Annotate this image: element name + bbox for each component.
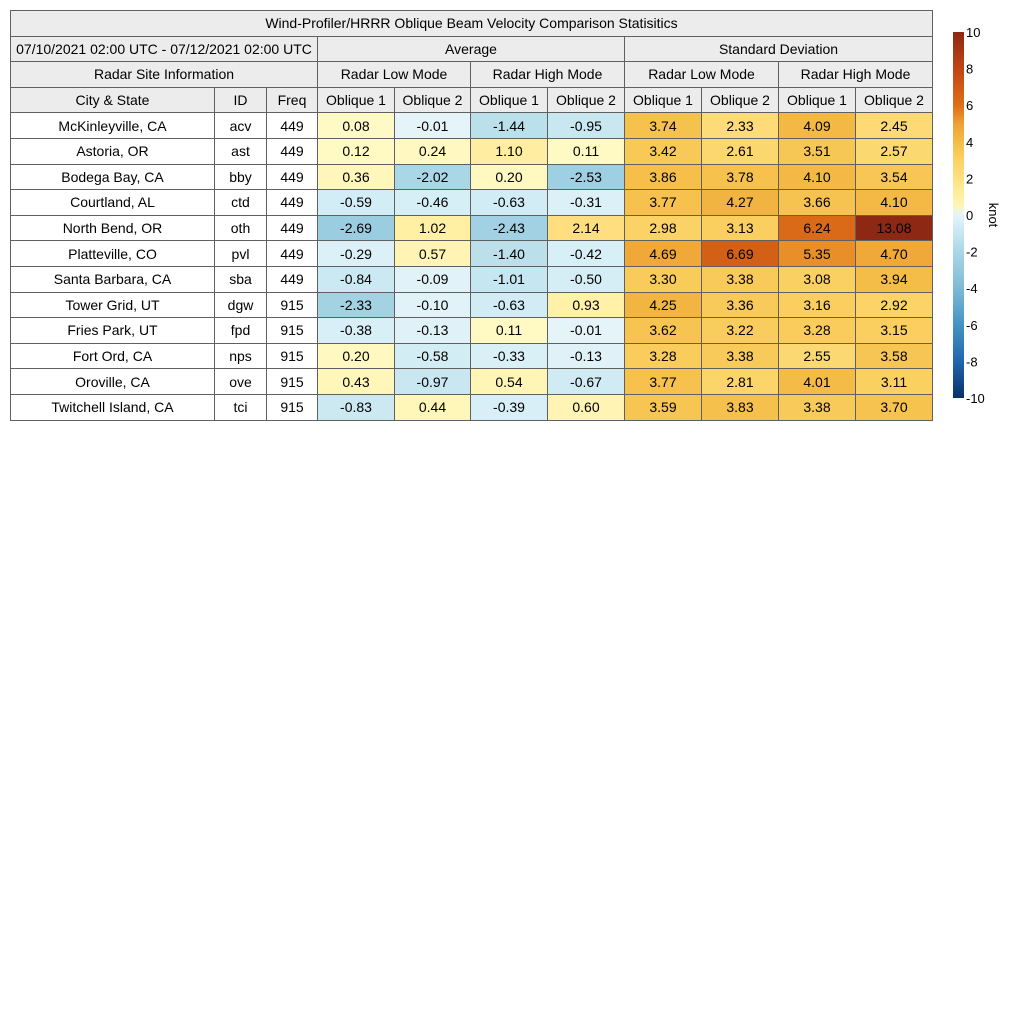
id-cell: oth	[215, 215, 267, 241]
average-value-cell: 1.02	[395, 215, 471, 241]
average-value-cell: 0.36	[318, 164, 395, 190]
stddev-value-cell: 3.59	[625, 394, 702, 420]
table-row	[11, 292, 933, 318]
average-value-cell: -0.84	[318, 266, 395, 292]
stddev-value-cell: 3.51	[779, 138, 856, 164]
colorbar-tick-label: 8	[966, 61, 974, 77]
average-value-cell: 0.08	[318, 113, 395, 139]
city-cell: Oroville, CA	[11, 369, 215, 395]
col-avg-high-oblique1: Oblique 1	[471, 87, 548, 113]
stddev-value-cell: 4.69	[625, 241, 702, 267]
average-value-cell: -0.59	[318, 190, 395, 216]
average-value-cell: -0.31	[548, 190, 625, 216]
average-value-cell: -0.58	[395, 343, 471, 369]
colorbar-unit-label: knot	[986, 202, 1001, 228]
average-value-cell: 0.54	[471, 369, 548, 395]
average-value-cell: -0.39	[471, 394, 548, 420]
average-value-cell: -0.29	[318, 241, 395, 267]
stddev-value-cell: 3.36	[702, 292, 779, 318]
freq-cell: 449	[267, 113, 318, 139]
average-value-cell: -0.50	[548, 266, 625, 292]
stddev-value-cell: 3.08	[779, 266, 856, 292]
col-sd-low-oblique1: Oblique 1	[625, 87, 702, 113]
stddev-value-cell: 3.42	[625, 138, 702, 164]
colorbar-tick-label: -8	[966, 354, 978, 370]
average-value-cell: -0.13	[395, 318, 471, 344]
average-value-cell: -0.38	[318, 318, 395, 344]
stddev-value-cell: 2.81	[702, 369, 779, 395]
city-cell: Platteville, CO	[11, 241, 215, 267]
city-cell: North Bend, OR	[11, 215, 215, 241]
freq-cell: 449	[267, 164, 318, 190]
stddev-value-cell: 3.22	[702, 318, 779, 344]
stddev-value-cell: 3.13	[702, 215, 779, 241]
col-sd-high-oblique1: Oblique 1	[779, 87, 856, 113]
stddev-value-cell: 4.10	[856, 190, 933, 216]
table-row	[11, 215, 933, 241]
city-cell: McKinleyville, CA	[11, 113, 215, 139]
average-value-cell: 0.12	[318, 138, 395, 164]
sd-low-mode-header: Radar Low Mode	[625, 62, 779, 88]
average-value-cell: -0.95	[548, 113, 625, 139]
average-value-cell: 0.20	[318, 343, 395, 369]
stddev-value-cell: 4.27	[702, 190, 779, 216]
stddev-value-cell: 3.70	[856, 394, 933, 420]
average-value-cell: -0.10	[395, 292, 471, 318]
stddev-value-cell: 3.38	[702, 343, 779, 369]
average-value-cell: -0.13	[548, 343, 625, 369]
stddev-value-cell: 3.16	[779, 292, 856, 318]
table-row	[11, 369, 933, 395]
table-row	[11, 113, 933, 139]
stddev-value-cell: 3.28	[779, 318, 856, 344]
freq-cell: 915	[267, 394, 318, 420]
id-cell: ove	[215, 369, 267, 395]
stddev-value-cell: 2.92	[856, 292, 933, 318]
stddev-header: Standard Deviation	[625, 36, 933, 62]
stddev-value-cell: 4.10	[779, 164, 856, 190]
stddev-value-cell: 3.62	[625, 318, 702, 344]
id-cell: nps	[215, 343, 267, 369]
colorbar-gradient	[953, 32, 964, 398]
average-value-cell: -2.33	[318, 292, 395, 318]
average-value-cell: 0.11	[471, 318, 548, 344]
stddev-value-cell: 2.98	[625, 215, 702, 241]
average-value-cell: -2.53	[548, 164, 625, 190]
stddev-value-cell: 3.66	[779, 190, 856, 216]
average-value-cell: -0.09	[395, 266, 471, 292]
colorbar-tick-label: -6	[966, 317, 978, 333]
stddev-value-cell: 3.15	[856, 318, 933, 344]
average-value-cell: -0.83	[318, 394, 395, 420]
stddev-value-cell: 2.57	[856, 138, 933, 164]
freq-cell: 915	[267, 318, 318, 344]
table-row	[11, 318, 933, 344]
table-row	[11, 343, 933, 369]
stddev-value-cell: 3.74	[625, 113, 702, 139]
site-info-header: Radar Site Information	[11, 62, 318, 88]
col-avg-low-oblique2: Oblique 2	[395, 87, 471, 113]
table-row	[11, 164, 933, 190]
avg-low-mode-header: Radar Low Mode	[318, 62, 471, 88]
city-cell: Fries Park, UT	[11, 318, 215, 344]
stddev-value-cell: 3.83	[702, 394, 779, 420]
col-sd-low-oblique2: Oblique 2	[702, 87, 779, 113]
average-value-cell: -0.63	[471, 292, 548, 318]
average-header: Average	[318, 36, 625, 62]
average-value-cell: -0.63	[471, 190, 548, 216]
id-cell: dgw	[215, 292, 267, 318]
average-value-cell: 0.43	[318, 369, 395, 395]
id-cell: acv	[215, 113, 267, 139]
stddev-value-cell: 6.69	[702, 241, 779, 267]
colorbar-tick-label: 0	[966, 208, 974, 223]
date-range: 07/10/2021 02:00 UTC - 07/12/2021 02:00 UTC	[11, 36, 318, 62]
comparison-stats-table	[10, 10, 933, 421]
average-value-cell: 0.11	[548, 138, 625, 164]
stddev-value-cell: 5.35	[779, 241, 856, 267]
average-value-cell: -0.01	[395, 113, 471, 139]
id-cell: pvl	[215, 241, 267, 267]
average-value-cell: 1.10	[471, 138, 548, 164]
id-cell: bby	[215, 164, 267, 190]
average-value-cell: -0.97	[395, 369, 471, 395]
table-body	[11, 113, 933, 420]
stddev-value-cell: 3.78	[702, 164, 779, 190]
stddev-value-cell: 3.77	[625, 369, 702, 395]
id-cell: ast	[215, 138, 267, 164]
stddev-value-cell: 13.08	[856, 215, 933, 241]
average-value-cell: -0.42	[548, 241, 625, 267]
freq-cell: 449	[267, 241, 318, 267]
freq-cell: 449	[267, 215, 318, 241]
average-value-cell: -0.46	[395, 190, 471, 216]
average-value-cell: -0.33	[471, 343, 548, 369]
table-row	[11, 138, 933, 164]
average-value-cell: 0.57	[395, 241, 471, 267]
table-row	[11, 241, 933, 267]
col-avg-low-oblique1: Oblique 1	[318, 87, 395, 113]
id-cell: fpd	[215, 318, 267, 344]
stddev-value-cell: 3.30	[625, 266, 702, 292]
average-value-cell: 2.14	[548, 215, 625, 241]
colorbar-tick-label: -4	[966, 281, 978, 297]
city-cell: Tower Grid, UT	[11, 292, 215, 318]
average-value-cell: -2.02	[395, 164, 471, 190]
city-cell: Fort Ord, CA	[11, 343, 215, 369]
colorbar-tick-label: -10	[966, 391, 985, 406]
average-value-cell: 0.93	[548, 292, 625, 318]
table-row	[11, 190, 933, 216]
average-value-cell: 0.20	[471, 164, 548, 190]
stddev-value-cell: 3.38	[702, 266, 779, 292]
freq-cell: 915	[267, 369, 318, 395]
id-cell: sba	[215, 266, 267, 292]
colorbar-tick-label: 10	[966, 25, 981, 40]
avg-high-mode-header: Radar High Mode	[471, 62, 625, 88]
table-row	[11, 266, 933, 292]
average-value-cell: -1.44	[471, 113, 548, 139]
average-value-cell: -0.01	[548, 318, 625, 344]
stddev-value-cell: 2.55	[779, 343, 856, 369]
id-cell: tci	[215, 394, 267, 420]
colorbar-tick-label: 2	[966, 171, 974, 187]
stddev-value-cell: 2.45	[856, 113, 933, 139]
stddev-value-cell: 3.11	[856, 369, 933, 395]
city-cell: Twitchell Island, CA	[11, 394, 215, 420]
col-city-header: City & State	[11, 87, 215, 113]
average-value-cell: -2.69	[318, 215, 395, 241]
colorbar-tick-label: -2	[966, 244, 978, 260]
sd-high-mode-header: Radar High Mode	[779, 62, 933, 88]
stddev-value-cell: 3.94	[856, 266, 933, 292]
city-cell: Courtland, AL	[11, 190, 215, 216]
average-value-cell: -2.43	[471, 215, 548, 241]
stddev-value-cell: 4.01	[779, 369, 856, 395]
freq-cell: 449	[267, 266, 318, 292]
stddev-value-cell: 3.58	[856, 343, 933, 369]
city-cell: Santa Barbara, CA	[11, 266, 215, 292]
freq-cell: 449	[267, 190, 318, 216]
stddev-value-cell: 2.33	[702, 113, 779, 139]
col-sd-high-oblique2: Oblique 2	[856, 87, 933, 113]
col-avg-high-oblique2: Oblique 2	[548, 87, 625, 113]
stddev-value-cell: 4.70	[856, 241, 933, 267]
table-title: Wind-Profiler/HRRR Oblique Beam Velocity Comparison Statisitics	[11, 11, 933, 37]
stddev-value-cell: 6.24	[779, 215, 856, 241]
average-value-cell: -1.40	[471, 241, 548, 267]
table-row	[11, 394, 933, 420]
stddev-value-cell: 3.38	[779, 394, 856, 420]
average-value-cell: -1.01	[471, 266, 548, 292]
colorbar-tick-label: 4	[966, 134, 974, 150]
average-value-cell: 0.44	[395, 394, 471, 420]
freq-cell: 449	[267, 138, 318, 164]
stddev-value-cell: 3.28	[625, 343, 702, 369]
stddev-value-cell: 2.61	[702, 138, 779, 164]
city-cell: Bodega Bay, CA	[11, 164, 215, 190]
stddev-value-cell: 3.77	[625, 190, 702, 216]
average-value-cell: -0.67	[548, 369, 625, 395]
stddev-value-cell: 4.09	[779, 113, 856, 139]
col-id-header: ID	[215, 87, 267, 113]
colorbar-legend	[945, 22, 1024, 412]
stddev-value-cell: 3.54	[856, 164, 933, 190]
freq-cell: 915	[267, 343, 318, 369]
colorbar-tick-label: 6	[966, 98, 974, 114]
average-value-cell: 0.24	[395, 138, 471, 164]
stddev-value-cell: 4.25	[625, 292, 702, 318]
freq-cell: 915	[267, 292, 318, 318]
col-freq-header: Freq	[267, 87, 318, 113]
average-value-cell: 0.60	[548, 394, 625, 420]
city-cell: Astoria, OR	[11, 138, 215, 164]
stddev-value-cell: 3.86	[625, 164, 702, 190]
id-cell: ctd	[215, 190, 267, 216]
